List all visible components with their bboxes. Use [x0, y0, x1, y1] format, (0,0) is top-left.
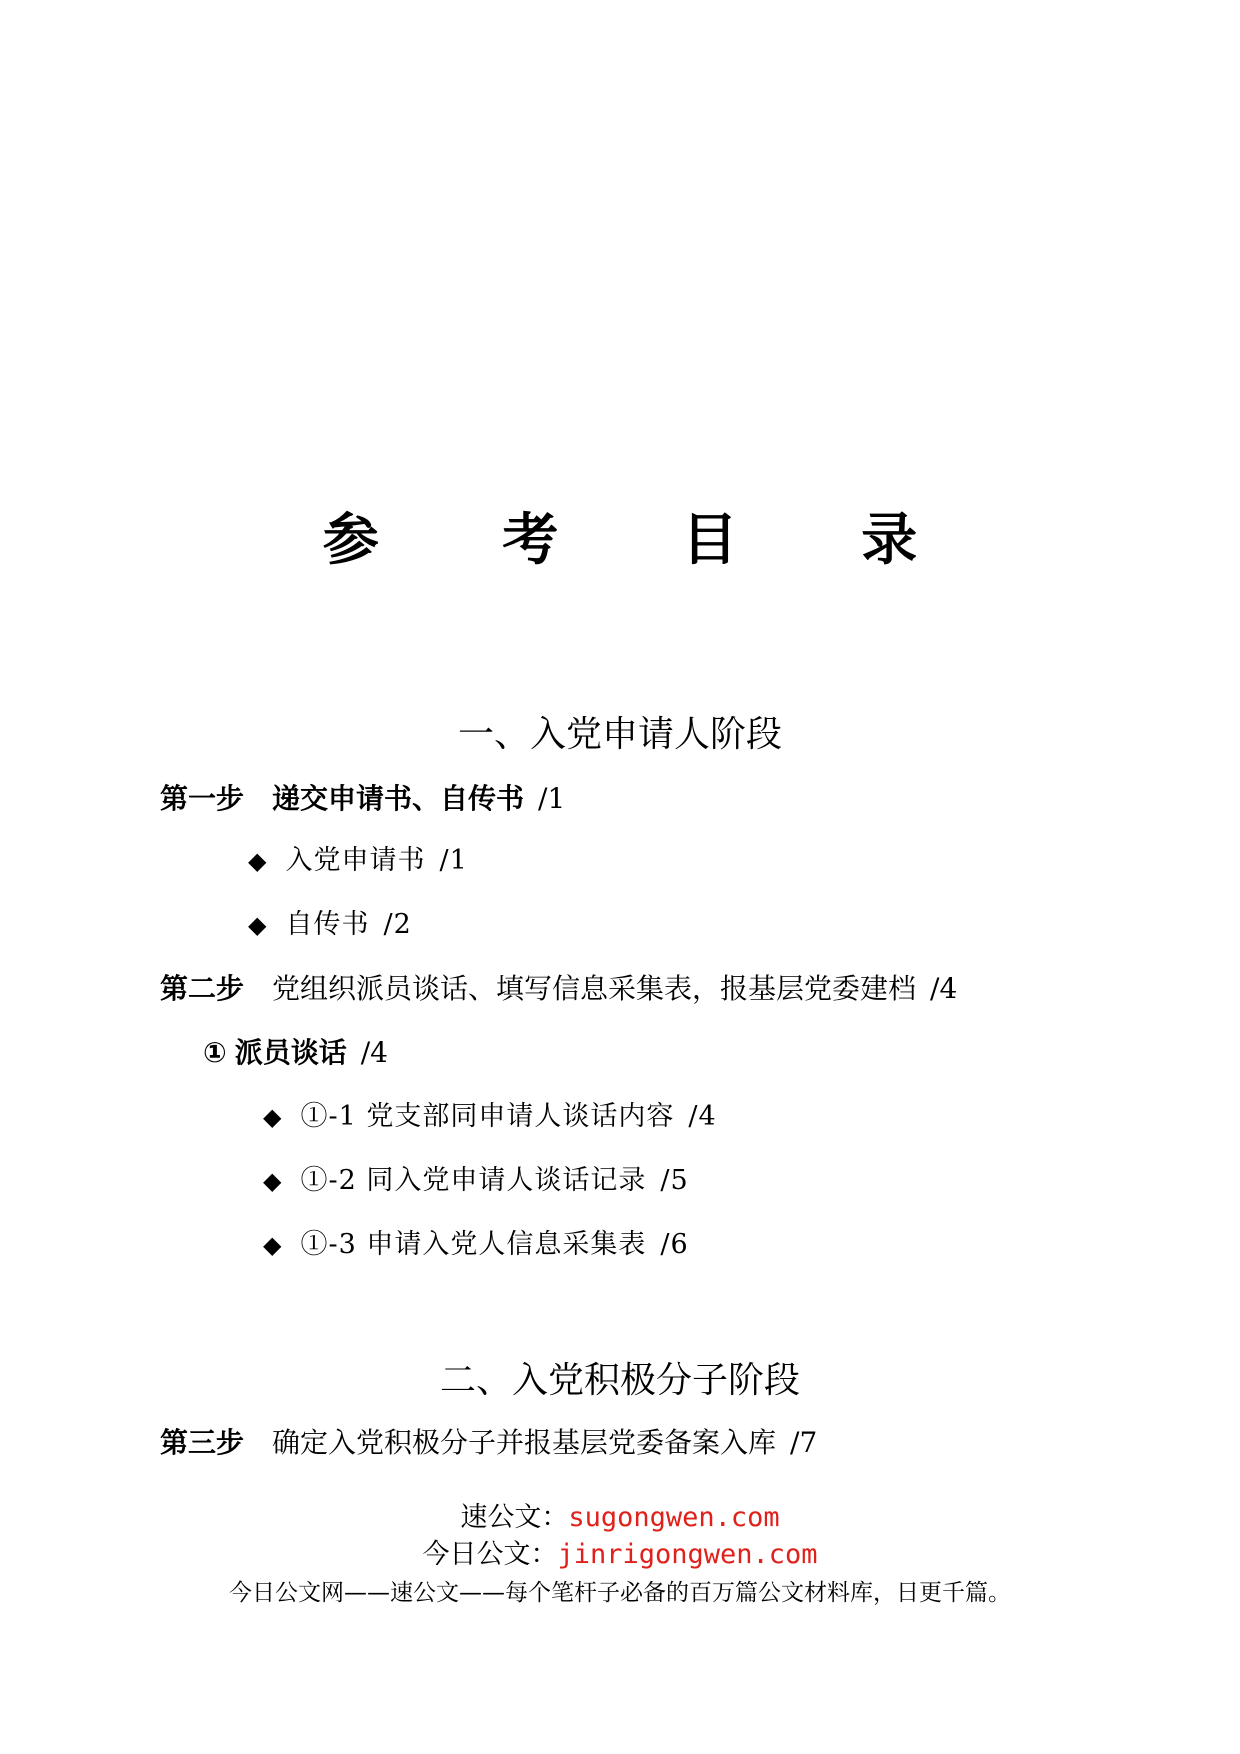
page-number: /5 — [660, 1165, 689, 1196]
toc-step-2[interactable] — [160, 969, 957, 1009]
page-number: /1 — [538, 782, 566, 815]
item-title: ①-2 同入党申请人谈话记录 — [300, 1165, 647, 1196]
step-title: 确定入党积极分子并报基层党委备案入库 — [272, 1426, 777, 1459]
toc-step-3[interactable] — [160, 1423, 817, 1463]
item-title: ①-3 申请入党人信息采集表 — [300, 1229, 647, 1260]
step-label: 第一步 — [160, 782, 245, 815]
step-label: 第二步 — [160, 972, 245, 1005]
step-title: 递交申请书、自传书 — [272, 782, 525, 815]
black-diamond-icon: ◆ — [248, 847, 268, 875]
page-title: 参 考 目 录 — [322, 508, 970, 573]
toc-item[interactable] — [263, 1161, 689, 1201]
item-title: 自传书 — [285, 909, 370, 940]
step-label: 第三步 — [160, 1426, 245, 1459]
toc-item[interactable] — [248, 905, 412, 945]
circled-one-marker: ① — [203, 1036, 227, 1069]
footer-label: 速公文： — [460, 1502, 569, 1533]
step-title: 党组织派员谈话、填写信息采集表，报基层党委建档 — [272, 972, 917, 1005]
section-heading-2: 二、入党积极分子阶段 — [439, 1360, 800, 1401]
footer-link[interactable]: jinrigongwen.com — [557, 1539, 818, 1570]
toc-item[interactable] — [263, 1097, 717, 1137]
footer-sugongwen — [0, 1500, 1240, 1536]
page-number: /4 — [688, 1101, 717, 1132]
black-diamond-icon: ◆ — [248, 911, 268, 939]
toc-substep[interactable] — [203, 1033, 388, 1073]
page-number: /2 — [383, 909, 412, 940]
item-title: ①-1 党支部同申请人谈话内容 — [300, 1101, 675, 1132]
black-diamond-icon: ◆ — [263, 1231, 283, 1259]
page-number: /7 — [790, 1426, 818, 1459]
black-diamond-icon: ◆ — [263, 1167, 283, 1195]
footer-slogan: 今日公文网——速公文——每个笔杆子必备的百万篇公文材料库，日更千篇。 — [229, 1580, 1011, 1606]
toc-item[interactable] — [263, 1225, 689, 1265]
footer-jinrigongwen — [0, 1537, 1240, 1573]
substep-title: 派员谈话 — [234, 1036, 347, 1069]
page-number: /4 — [360, 1036, 388, 1069]
footer-label: 今日公文： — [422, 1539, 558, 1570]
toc-step-1[interactable] — [160, 779, 565, 819]
section-heading-1: 一、入党申请人阶段 — [457, 714, 782, 755]
item-title: 入党申请书 — [285, 845, 426, 876]
page-number: /4 — [930, 972, 958, 1005]
black-diamond-icon: ◆ — [263, 1103, 283, 1131]
toc-item[interactable] — [248, 841, 468, 881]
page-number: /1 — [439, 845, 468, 876]
footer-link[interactable]: sugongwen.com — [568, 1502, 780, 1533]
page-number: /6 — [660, 1229, 689, 1260]
